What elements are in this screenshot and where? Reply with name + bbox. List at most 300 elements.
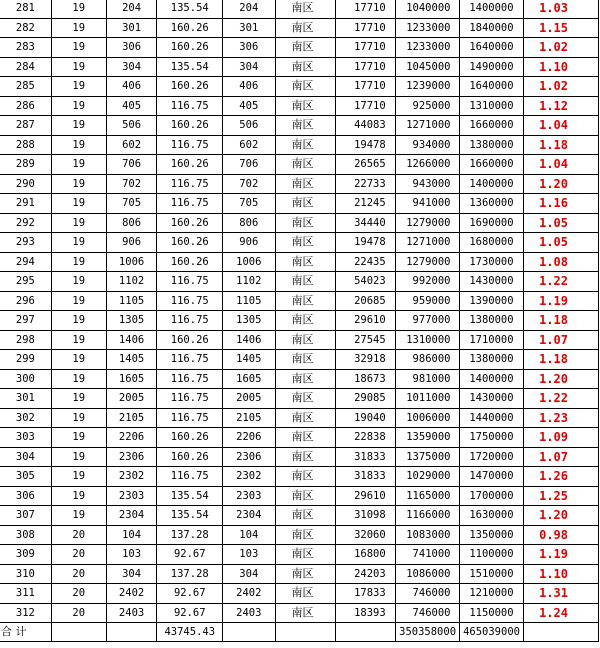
cell-area: 160.26 bbox=[157, 18, 223, 38]
cell-price-b: 1083000 bbox=[395, 525, 460, 545]
cell-seq: 299 bbox=[0, 350, 51, 370]
cell-price-c: 1660000 bbox=[460, 155, 523, 175]
cell-room: 405 bbox=[106, 96, 157, 116]
cell-area: 116.75 bbox=[157, 311, 223, 331]
cell-room: 906 bbox=[106, 233, 157, 253]
table-row bbox=[0, 447, 599, 467]
cell-seq: 282 bbox=[0, 18, 51, 38]
cell-ratio: 1.02 bbox=[523, 77, 598, 97]
cell-seq: 281 bbox=[0, 0, 51, 18]
cell-building: 19 bbox=[51, 389, 106, 409]
cell-price-c: 1510000 bbox=[460, 564, 523, 584]
cell-room-no: 103 bbox=[223, 545, 275, 565]
cell-area: 135.54 bbox=[157, 486, 223, 506]
cell-district: 南区 bbox=[275, 38, 335, 58]
cell-building: 19 bbox=[51, 506, 106, 526]
cell-building: 19 bbox=[51, 428, 106, 448]
cell-price-a: 29610 bbox=[335, 311, 395, 331]
cell-area: 160.26 bbox=[157, 447, 223, 467]
cell-building: 19 bbox=[51, 233, 106, 253]
cell-room-no: 304 bbox=[223, 57, 275, 77]
cell-building: 19 bbox=[51, 194, 106, 214]
cell-price-a: 32918 bbox=[335, 350, 395, 370]
cell-price-c: 1640000 bbox=[460, 77, 523, 97]
cell-room: 602 bbox=[106, 135, 157, 155]
cell-price-a: 17710 bbox=[335, 18, 395, 38]
cell-room: 304 bbox=[106, 564, 157, 584]
cell-price-a: 44083 bbox=[335, 116, 395, 136]
cell-price-a: 24203 bbox=[335, 564, 395, 584]
cell-seq: 309 bbox=[0, 545, 51, 565]
table-row bbox=[0, 272, 599, 292]
cell-price-a: 32060 bbox=[335, 525, 395, 545]
cell-room: 2306 bbox=[106, 447, 157, 467]
cell-price-a: 27545 bbox=[335, 330, 395, 350]
cell-building: 19 bbox=[51, 96, 106, 116]
cell-price-c: 1380000 bbox=[460, 311, 523, 331]
cell-room-no: 2306 bbox=[223, 447, 275, 467]
cell-price-a: 29085 bbox=[335, 389, 395, 409]
cell-area: 116.75 bbox=[157, 350, 223, 370]
cell-room: 702 bbox=[106, 174, 157, 194]
cell-price-c: 1390000 bbox=[460, 291, 523, 311]
total-empty bbox=[223, 623, 275, 642]
cell-seq: 303 bbox=[0, 428, 51, 448]
cell-building: 19 bbox=[51, 369, 106, 389]
cell-price-c: 1400000 bbox=[460, 369, 523, 389]
cell-area: 135.54 bbox=[157, 506, 223, 526]
table-row bbox=[0, 428, 599, 448]
cell-price-c: 1430000 bbox=[460, 389, 523, 409]
table-row bbox=[0, 603, 599, 623]
cell-price-b: 925000 bbox=[395, 96, 460, 116]
table-row bbox=[0, 486, 599, 506]
table-row bbox=[0, 155, 599, 175]
total-empty bbox=[106, 623, 157, 642]
cell-building: 19 bbox=[51, 18, 106, 38]
cell-price-a: 16800 bbox=[335, 545, 395, 565]
cell-room-no: 104 bbox=[223, 525, 275, 545]
cell-price-b: 1165000 bbox=[395, 486, 460, 506]
cell-price-a: 19040 bbox=[335, 408, 395, 428]
cell-room-no: 301 bbox=[223, 18, 275, 38]
cell-district: 南区 bbox=[275, 57, 335, 77]
cell-room: 2303 bbox=[106, 486, 157, 506]
table-row bbox=[0, 194, 599, 214]
table-row bbox=[0, 369, 599, 389]
cell-price-a: 17710 bbox=[335, 0, 395, 18]
cell-area: 160.26 bbox=[157, 330, 223, 350]
cell-price-b: 746000 bbox=[395, 584, 460, 604]
cell-area: 135.54 bbox=[157, 57, 223, 77]
cell-building: 19 bbox=[51, 252, 106, 272]
cell-room-no: 1405 bbox=[223, 350, 275, 370]
cell-room-no: 1006 bbox=[223, 252, 275, 272]
cell-room: 304 bbox=[106, 57, 157, 77]
cell-room-no: 1305 bbox=[223, 311, 275, 331]
cell-seq: 301 bbox=[0, 389, 51, 409]
cell-price-b: 981000 bbox=[395, 369, 460, 389]
cell-ratio: 1.23 bbox=[523, 408, 598, 428]
cell-room-no: 204 bbox=[223, 0, 275, 18]
cell-price-b: 934000 bbox=[395, 135, 460, 155]
cell-area: 92.67 bbox=[157, 584, 223, 604]
cell-room: 1105 bbox=[106, 291, 157, 311]
cell-room-no: 506 bbox=[223, 116, 275, 136]
cell-seq: 290 bbox=[0, 174, 51, 194]
cell-ratio: 1.10 bbox=[523, 564, 598, 584]
cell-room-no: 1605 bbox=[223, 369, 275, 389]
cell-area: 116.75 bbox=[157, 194, 223, 214]
cell-price-b: 1239000 bbox=[395, 77, 460, 97]
cell-area: 137.28 bbox=[157, 564, 223, 584]
cell-seq: 311 bbox=[0, 584, 51, 604]
cell-building: 19 bbox=[51, 116, 106, 136]
cell-ratio: 1.05 bbox=[523, 213, 598, 233]
cell-building: 19 bbox=[51, 155, 106, 175]
cell-price-c: 1150000 bbox=[460, 603, 523, 623]
table-row bbox=[0, 135, 599, 155]
table-row bbox=[0, 467, 599, 487]
cell-area: 116.75 bbox=[157, 369, 223, 389]
cell-ratio: 1.25 bbox=[523, 486, 598, 506]
cell-price-b: 1266000 bbox=[395, 155, 460, 175]
cell-building: 19 bbox=[51, 350, 106, 370]
table-row bbox=[0, 77, 599, 97]
cell-price-c: 1380000 bbox=[460, 135, 523, 155]
cell-ratio: 1.04 bbox=[523, 116, 598, 136]
cell-ratio: 0.98 bbox=[523, 525, 598, 545]
cell-district: 南区 bbox=[275, 311, 335, 331]
cell-price-b: 1166000 bbox=[395, 506, 460, 526]
cell-price-b: 1006000 bbox=[395, 408, 460, 428]
cell-room-no: 702 bbox=[223, 174, 275, 194]
cell-price-c: 1700000 bbox=[460, 486, 523, 506]
cell-district: 南区 bbox=[275, 408, 335, 428]
cell-room-no: 304 bbox=[223, 564, 275, 584]
cell-seq: 310 bbox=[0, 564, 51, 584]
cell-price-c: 1730000 bbox=[460, 252, 523, 272]
cell-building: 19 bbox=[51, 330, 106, 350]
cell-price-a: 20685 bbox=[335, 291, 395, 311]
cell-price-c: 1660000 bbox=[460, 116, 523, 136]
cell-price-a: 31098 bbox=[335, 506, 395, 526]
cell-price-a: 31833 bbox=[335, 447, 395, 467]
cell-room-no: 2403 bbox=[223, 603, 275, 623]
cell-district: 南区 bbox=[275, 564, 335, 584]
table-row bbox=[0, 350, 599, 370]
cell-price-b: 1029000 bbox=[395, 467, 460, 487]
cell-price-a: 19478 bbox=[335, 233, 395, 253]
cell-ratio: 1.08 bbox=[523, 252, 598, 272]
cell-price-c: 1750000 bbox=[460, 428, 523, 448]
cell-district: 南区 bbox=[275, 252, 335, 272]
cell-area: 92.67 bbox=[157, 603, 223, 623]
table-row bbox=[0, 584, 599, 604]
cell-ratio: 1.19 bbox=[523, 545, 598, 565]
cell-room-no: 405 bbox=[223, 96, 275, 116]
cell-price-b: 992000 bbox=[395, 272, 460, 292]
cell-room: 104 bbox=[106, 525, 157, 545]
cell-area: 160.26 bbox=[157, 38, 223, 58]
cell-building: 19 bbox=[51, 408, 106, 428]
cell-district: 南区 bbox=[275, 350, 335, 370]
cell-price-c: 1400000 bbox=[460, 0, 523, 18]
cell-building: 19 bbox=[51, 38, 106, 58]
cell-price-b: 1279000 bbox=[395, 213, 460, 233]
cell-room-no: 906 bbox=[223, 233, 275, 253]
cell-area: 160.26 bbox=[157, 252, 223, 272]
cell-building: 19 bbox=[51, 467, 106, 487]
cell-price-b: 986000 bbox=[395, 350, 460, 370]
cell-price-c: 1360000 bbox=[460, 194, 523, 214]
cell-district: 南区 bbox=[275, 272, 335, 292]
table-row bbox=[0, 525, 599, 545]
cell-room: 306 bbox=[106, 38, 157, 58]
cell-ratio: 1.04 bbox=[523, 155, 598, 175]
cell-building: 20 bbox=[51, 584, 106, 604]
cell-ratio: 1.05 bbox=[523, 233, 598, 253]
cell-room-no: 705 bbox=[223, 194, 275, 214]
cell-building: 20 bbox=[51, 525, 106, 545]
cell-building: 19 bbox=[51, 486, 106, 506]
cell-ratio: 1.19 bbox=[523, 291, 598, 311]
cell-district: 南区 bbox=[275, 213, 335, 233]
cell-price-a: 22733 bbox=[335, 174, 395, 194]
table-row bbox=[0, 330, 599, 350]
cell-ratio: 1.26 bbox=[523, 467, 598, 487]
cell-price-a: 17833 bbox=[335, 584, 395, 604]
cell-room: 406 bbox=[106, 77, 157, 97]
cell-seq: 293 bbox=[0, 233, 51, 253]
cell-ratio: 1.03 bbox=[523, 0, 598, 18]
cell-area: 135.54 bbox=[157, 0, 223, 18]
cell-seq: 295 bbox=[0, 272, 51, 292]
cell-seq: 291 bbox=[0, 194, 51, 214]
cell-ratio: 1.18 bbox=[523, 350, 598, 370]
cell-seq: 304 bbox=[0, 447, 51, 467]
cell-district: 南区 bbox=[275, 369, 335, 389]
cell-district: 南区 bbox=[275, 174, 335, 194]
cell-price-b: 977000 bbox=[395, 311, 460, 331]
total-empty bbox=[51, 623, 106, 642]
cell-district: 南区 bbox=[275, 545, 335, 565]
cell-seq: 288 bbox=[0, 135, 51, 155]
cell-room: 103 bbox=[106, 545, 157, 565]
cell-area: 116.75 bbox=[157, 96, 223, 116]
cell-ratio: 1.18 bbox=[523, 311, 598, 331]
cell-ratio: 1.12 bbox=[523, 96, 598, 116]
cell-building: 20 bbox=[51, 545, 106, 565]
cell-area: 160.26 bbox=[157, 213, 223, 233]
cell-area: 137.28 bbox=[157, 525, 223, 545]
cell-room: 1006 bbox=[106, 252, 157, 272]
cell-seq: 283 bbox=[0, 38, 51, 58]
cell-seq: 289 bbox=[0, 155, 51, 175]
cell-seq: 296 bbox=[0, 291, 51, 311]
cell-room-no: 1102 bbox=[223, 272, 275, 292]
cell-ratio: 1.20 bbox=[523, 506, 598, 526]
table-row bbox=[0, 389, 599, 409]
table-row bbox=[0, 38, 599, 58]
cell-price-b: 1045000 bbox=[395, 57, 460, 77]
cell-seq: 294 bbox=[0, 252, 51, 272]
cell-price-a: 19478 bbox=[335, 135, 395, 155]
cell-price-c: 1350000 bbox=[460, 525, 523, 545]
cell-seq: 287 bbox=[0, 116, 51, 136]
cell-ratio: 1.24 bbox=[523, 603, 598, 623]
cell-room: 2206 bbox=[106, 428, 157, 448]
cell-room-no: 2005 bbox=[223, 389, 275, 409]
total-sum-b: 465039000 bbox=[460, 623, 523, 642]
cell-ratio: 1.31 bbox=[523, 584, 598, 604]
cell-ratio: 1.02 bbox=[523, 38, 598, 58]
cell-building: 20 bbox=[51, 564, 106, 584]
table-row bbox=[0, 18, 599, 38]
cell-price-b: 1233000 bbox=[395, 18, 460, 38]
cell-district: 南区 bbox=[275, 428, 335, 448]
table-row bbox=[0, 311, 599, 331]
cell-price-c: 1640000 bbox=[460, 38, 523, 58]
cell-seq: 286 bbox=[0, 96, 51, 116]
cell-room-no: 2303 bbox=[223, 486, 275, 506]
cell-district: 南区 bbox=[275, 486, 335, 506]
cell-price-b: 941000 bbox=[395, 194, 460, 214]
table-row bbox=[0, 57, 599, 77]
table-row bbox=[0, 174, 599, 194]
cell-price-c: 1310000 bbox=[460, 96, 523, 116]
cell-room-no: 706 bbox=[223, 155, 275, 175]
cell-ratio: 1.10 bbox=[523, 57, 598, 77]
cell-price-b: 1375000 bbox=[395, 447, 460, 467]
cell-seq: 312 bbox=[0, 603, 51, 623]
cell-price-b: 1359000 bbox=[395, 428, 460, 448]
total-area: 43745.43 bbox=[157, 623, 223, 642]
cell-seq: 308 bbox=[0, 525, 51, 545]
cell-district: 南区 bbox=[275, 155, 335, 175]
cell-price-b: 959000 bbox=[395, 291, 460, 311]
total-empty bbox=[523, 623, 598, 642]
table-row bbox=[0, 506, 599, 526]
cell-district: 南区 bbox=[275, 467, 335, 487]
cell-room-no: 2402 bbox=[223, 584, 275, 604]
cell-price-c: 1430000 bbox=[460, 272, 523, 292]
cell-price-b: 746000 bbox=[395, 603, 460, 623]
cell-price-b: 1233000 bbox=[395, 38, 460, 58]
cell-area: 160.26 bbox=[157, 77, 223, 97]
cell-price-b: 1279000 bbox=[395, 252, 460, 272]
cell-room: 1406 bbox=[106, 330, 157, 350]
cell-district: 南区 bbox=[275, 77, 335, 97]
cell-seq: 302 bbox=[0, 408, 51, 428]
cell-room: 2105 bbox=[106, 408, 157, 428]
cell-building: 19 bbox=[51, 57, 106, 77]
total-empty bbox=[335, 623, 395, 642]
cell-building: 19 bbox=[51, 213, 106, 233]
cell-ratio: 1.15 bbox=[523, 18, 598, 38]
cell-room-no: 602 bbox=[223, 135, 275, 155]
cell-building: 19 bbox=[51, 0, 106, 18]
cell-area: 92.67 bbox=[157, 545, 223, 565]
cell-building: 19 bbox=[51, 135, 106, 155]
cell-room-no: 806 bbox=[223, 213, 275, 233]
cell-seq: 305 bbox=[0, 467, 51, 487]
table-row bbox=[0, 408, 599, 428]
cell-area: 160.26 bbox=[157, 428, 223, 448]
cell-district: 南区 bbox=[275, 330, 335, 350]
cell-price-c: 1400000 bbox=[460, 174, 523, 194]
cell-price-a: 17710 bbox=[335, 77, 395, 97]
cell-price-c: 1380000 bbox=[460, 350, 523, 370]
cell-district: 南区 bbox=[275, 603, 335, 623]
cell-price-c: 1710000 bbox=[460, 330, 523, 350]
cell-seq: 298 bbox=[0, 330, 51, 350]
cell-seq: 307 bbox=[0, 506, 51, 526]
cell-area: 116.75 bbox=[157, 272, 223, 292]
cell-price-a: 17710 bbox=[335, 38, 395, 58]
cell-price-a: 34440 bbox=[335, 213, 395, 233]
cell-area: 116.75 bbox=[157, 408, 223, 428]
cell-price-a: 18673 bbox=[335, 369, 395, 389]
cell-room: 506 bbox=[106, 116, 157, 136]
cell-room-no: 2105 bbox=[223, 408, 275, 428]
cell-building: 19 bbox=[51, 311, 106, 331]
table-row bbox=[0, 116, 599, 136]
cell-building: 20 bbox=[51, 603, 106, 623]
cell-area: 116.75 bbox=[157, 135, 223, 155]
cell-price-b: 1086000 bbox=[395, 564, 460, 584]
total-label: 合 计 bbox=[0, 623, 51, 642]
cell-price-c: 1100000 bbox=[460, 545, 523, 565]
cell-room: 301 bbox=[106, 18, 157, 38]
table-footer bbox=[0, 623, 599, 642]
cell-price-c: 1490000 bbox=[460, 57, 523, 77]
cell-building: 19 bbox=[51, 272, 106, 292]
cell-building: 19 bbox=[51, 77, 106, 97]
cell-price-a: 17710 bbox=[335, 96, 395, 116]
cell-ratio: 1.22 bbox=[523, 389, 598, 409]
cell-district: 南区 bbox=[275, 135, 335, 155]
cell-district: 南区 bbox=[275, 18, 335, 38]
cell-district: 南区 bbox=[275, 194, 335, 214]
table-row bbox=[0, 233, 599, 253]
table-row bbox=[0, 96, 599, 116]
table-row bbox=[0, 0, 599, 18]
cell-area: 160.26 bbox=[157, 155, 223, 175]
total-sum-a: 350358000 bbox=[395, 623, 460, 642]
total-empty bbox=[275, 623, 335, 642]
cell-price-a: 29610 bbox=[335, 486, 395, 506]
cell-area: 160.26 bbox=[157, 233, 223, 253]
cell-price-a: 18393 bbox=[335, 603, 395, 623]
cell-room: 204 bbox=[106, 0, 157, 18]
cell-room: 2005 bbox=[106, 389, 157, 409]
cell-price-c: 1440000 bbox=[460, 408, 523, 428]
cell-price-a: 31833 bbox=[335, 467, 395, 487]
cell-room: 2402 bbox=[106, 584, 157, 604]
cell-price-c: 1690000 bbox=[460, 213, 523, 233]
cell-district: 南区 bbox=[275, 447, 335, 467]
cell-price-a: 22838 bbox=[335, 428, 395, 448]
cell-area: 160.26 bbox=[157, 116, 223, 136]
cell-room: 705 bbox=[106, 194, 157, 214]
cell-price-a: 26565 bbox=[335, 155, 395, 175]
cell-price-c: 1840000 bbox=[460, 18, 523, 38]
cell-ratio: 1.20 bbox=[523, 174, 598, 194]
cell-price-b: 1271000 bbox=[395, 116, 460, 136]
cell-area: 116.75 bbox=[157, 389, 223, 409]
cell-building: 19 bbox=[51, 291, 106, 311]
